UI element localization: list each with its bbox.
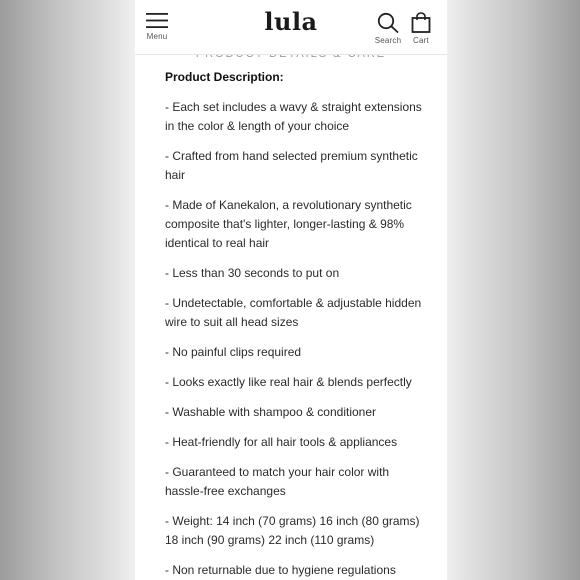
description-item: - Washable with shampoo & conditioner (165, 405, 376, 419)
cart-label: Cart (413, 36, 429, 45)
cart-button[interactable] (407, 12, 435, 45)
description-item: - Guaranteed to match your hair color with hassle-free exchanges (165, 465, 390, 498)
description-item: - Undetectable, comfortable & adjustable hidden wire to suit all head sizes (165, 296, 422, 329)
product-description (165, 68, 425, 580)
description-item: - Heat-friendly for all hair tools & appliances (165, 435, 398, 449)
description-item: - Made of Kanekalon, a revolutionary synthetic composite that's lighter, longer-lasting & 98% identical to real hair (165, 198, 412, 250)
description-item: - Less than 30 seconds to put on (165, 266, 340, 280)
mobile-page (135, 0, 447, 580)
cart-icon (411, 12, 431, 33)
search-icon (377, 12, 399, 33)
description-item: - Each set includes a wavy & straight extensions in the color & length of your choice (165, 100, 422, 133)
brand-logo[interactable]: lula (264, 7, 318, 36)
description-item: - Crafted from hand selected premium synthetic hair (165, 149, 418, 182)
description-title: Product Description: (165, 70, 284, 84)
site-header (135, 0, 447, 55)
search-label: Search (374, 36, 402, 45)
description-item: - No painful clips required (165, 345, 302, 359)
description-item: - Non returnable due to hygiene regulations (165, 563, 396, 577)
search-button[interactable] (373, 12, 403, 45)
menu-label: Menu (146, 32, 168, 41)
description-item: - Weight: 14 inch (70 grams) 16 inch (80 grams) 18 inch (90 grams) 22 inch (110 grams) (165, 514, 420, 547)
description-item: - Looks exactly like real hair & blends perfectly (165, 375, 412, 389)
